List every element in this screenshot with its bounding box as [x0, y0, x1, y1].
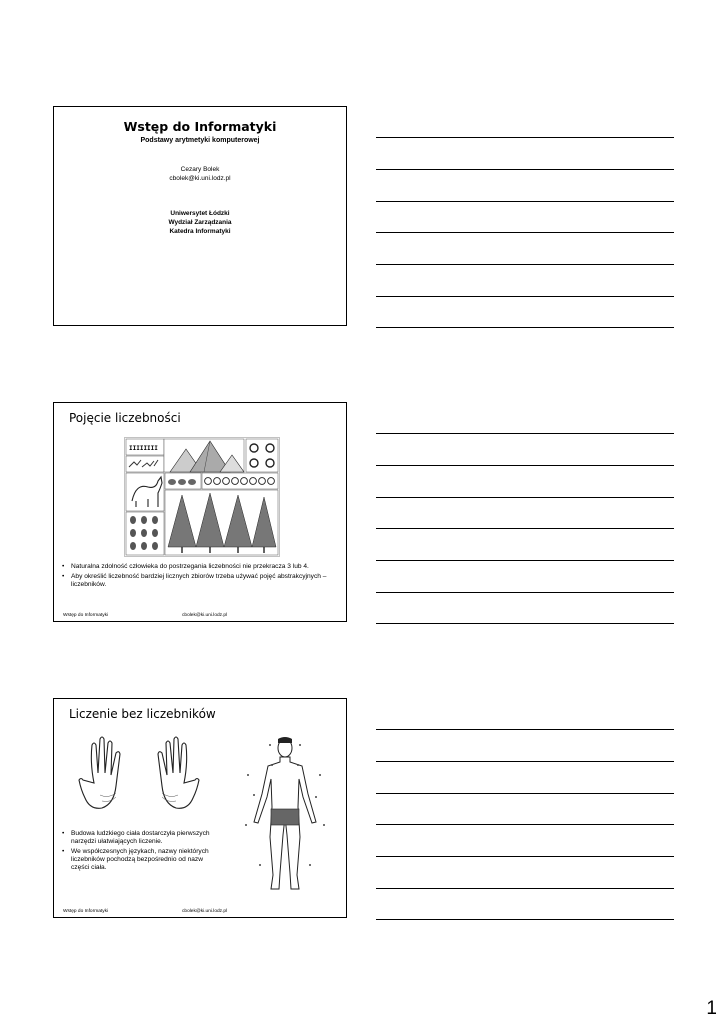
- note-line: [376, 793, 674, 794]
- note-line: [376, 528, 674, 529]
- note-line: [376, 761, 674, 762]
- slide-title: Pojęcie liczebności: [69, 411, 181, 425]
- institution-university: Uniwersytet Łódzki: [170, 210, 230, 217]
- bullet-item: • We współczesnych językach, nazwy niektórych liczebników pochodzą bezpośrednio od nazw części ciała.: [60, 848, 220, 873]
- slide-subtitle: Podstawy arytmetyki komputerowej: [140, 137, 260, 144]
- author-email: cbolek@ki.uni.lodz.pl: [169, 175, 231, 182]
- note-line: [376, 201, 674, 202]
- slide-2: [53, 402, 347, 622]
- bullet-list: [60, 563, 335, 591]
- note-line: [376, 592, 674, 593]
- note-line: [376, 232, 674, 233]
- note-line: [376, 623, 674, 624]
- slide-3: [53, 698, 347, 918]
- note-line: [376, 919, 674, 920]
- note-line: [376, 433, 674, 434]
- note-line: [376, 169, 674, 170]
- footer-email: cbolek@ki.uni.lodz.pl: [182, 909, 228, 914]
- tally-marks: IIIIIIII: [129, 445, 158, 452]
- footer-email: cbolek@ki.uni.lodz.pl: [182, 613, 228, 618]
- hands-illustration: [84, 735, 194, 819]
- note-line: [376, 497, 674, 498]
- author-name: Cezary Bolek: [180, 166, 220, 173]
- bullet-list: [60, 830, 220, 874]
- note-line: [376, 465, 674, 466]
- slide-title: Liczenie bez liczebników: [69, 707, 216, 721]
- slide-1: [53, 106, 347, 326]
- counting-illustration: [124, 437, 280, 557]
- footer-course: Wstęp do Informatyki: [63, 613, 109, 618]
- page-number: 1: [706, 998, 717, 1019]
- bullet-item: • Budowa ludzkiego ciała dostarczyła pierwszych narzędzi ułatwiających liczenie.: [60, 830, 220, 846]
- note-line: [376, 856, 674, 857]
- institution-department: Katedra Informatyki: [169, 228, 231, 235]
- footer-course: Wstęp do Informatyki: [63, 909, 109, 914]
- institution-faculty: Wydział Zarządzania: [168, 219, 232, 226]
- note-line: [376, 729, 674, 730]
- note-line: [376, 264, 674, 265]
- note-line: [376, 327, 674, 328]
- slide-title: Wstęp do Informatyki: [123, 119, 277, 134]
- note-line: [376, 296, 674, 297]
- body-figure-illustration: [240, 735, 330, 905]
- bullet-item: • Aby określić liczebność bardziej licznych zbiorów trzeba używać pojęć abstrakcyjnych – liczebników.: [60, 573, 335, 589]
- bullet-item: • Naturalna zdolność człowieka do postrzegania liczebności nie przekracza 3 lub 4.: [60, 563, 335, 571]
- note-line: [376, 560, 674, 561]
- note-line: [376, 824, 674, 825]
- note-line: [376, 137, 674, 138]
- note-line: [376, 888, 674, 889]
